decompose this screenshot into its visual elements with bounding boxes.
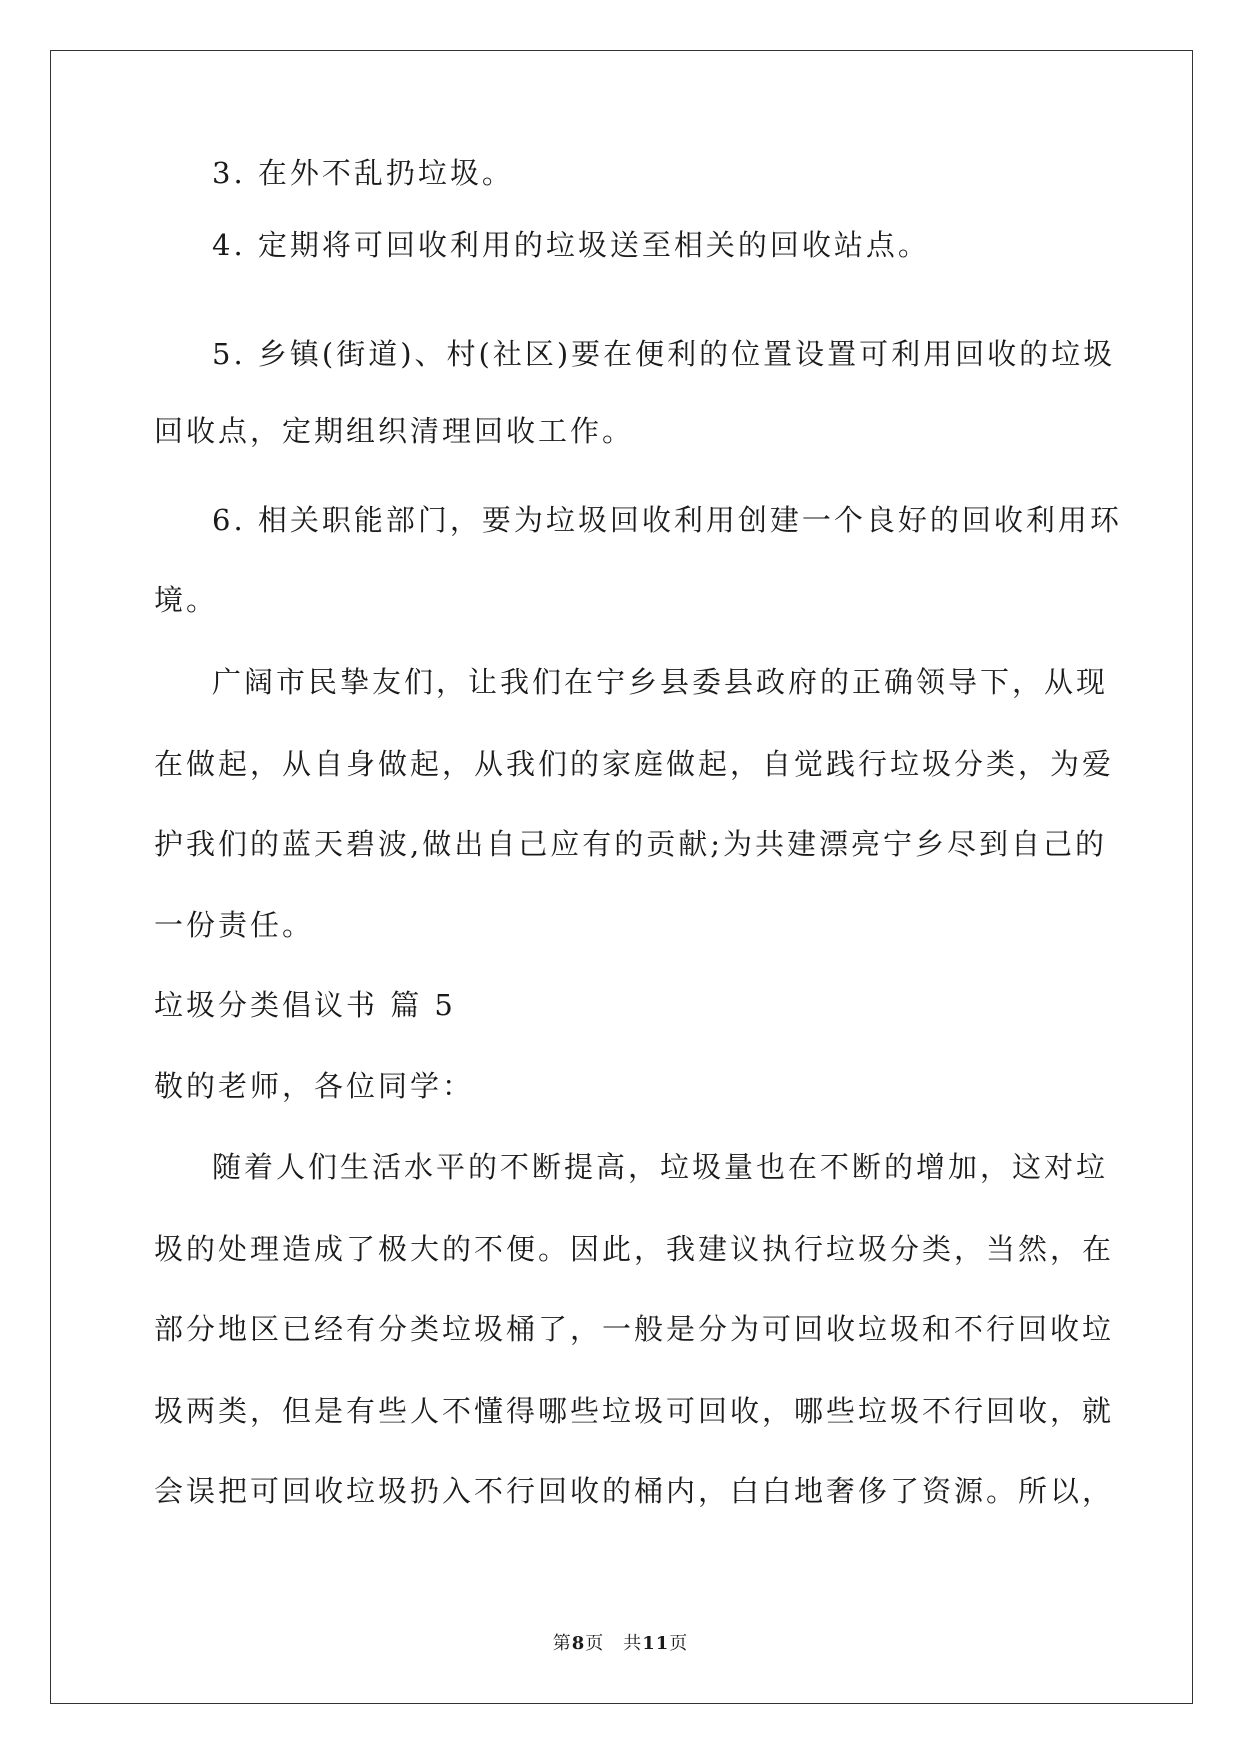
body-line: 在做起，从自身做起，从我们的家庭做起，自觉践行垃圾分类，为爱	[154, 747, 1115, 781]
body-line: 圾的处理造成了极大的不便。因此，我建议执行垃圾分类，当然，在	[154, 1232, 1115, 1266]
body-line: 圾两类，但是有些人不懂得哪些垃圾可回收，哪些垃圾不行回收，就	[154, 1394, 1115, 1428]
body-line: 3. 在外不乱扔垃圾。	[212, 156, 514, 190]
salutation: 敬的老师，各位同学：	[154, 1069, 475, 1103]
footer-suffix: 页	[669, 1633, 689, 1654]
page-footer	[0, 1632, 1241, 1656]
body-line: 部分地区已经有分类垃圾桶了，一般是分为可回收垃圾和不行回收垃	[154, 1312, 1115, 1346]
body-line: 护我们的蓝天碧波,做出自己应有的贡献;为共建漂亮宁乡尽到自己的	[154, 827, 1107, 861]
body-line: 随着人们生活水平的不断提高，垃圾量也在不断的增加，这对垃	[212, 1150, 1109, 1184]
section-heading: 垃圾分类倡议书 篇 5	[154, 988, 456, 1022]
footer-prefix: 第	[552, 1633, 572, 1654]
footer-middle: 页 共	[585, 1633, 643, 1654]
body-line: 4. 定期将可回收利用的垃圾送至相关的回收站点。	[212, 228, 930, 262]
body-line: 会误把可回收垃圾扔入不行回收的桶内，白白地奢侈了资源。所以，	[154, 1474, 1115, 1508]
footer-page-number: 8	[571, 1633, 586, 1654]
body-line: 一份责任。	[154, 908, 315, 942]
body-line: 广阔市民挚友们，让我们在宁乡县委县政府的正确领导下，从现	[212, 665, 1109, 699]
page-border	[50, 50, 1193, 1704]
body-line: 5. 乡镇(街道)、村(社区)要在便利的位置设置可利用回收的垃圾	[212, 337, 1116, 371]
body-line: 6. 相关职能部门，要为垃圾回收利用创建一个良好的回收利用环	[212, 503, 1122, 537]
body-line: 回收点，定期组织清理回收工作。	[154, 414, 635, 448]
footer-total-pages: 11	[642, 1633, 670, 1654]
body-line: 境。	[154, 583, 219, 617]
